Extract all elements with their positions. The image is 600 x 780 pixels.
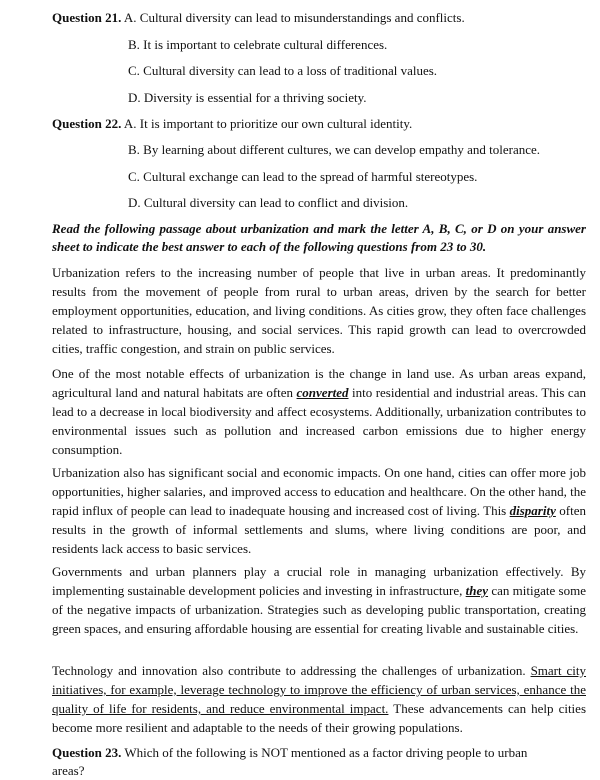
question-21-option-a xyxy=(52,9,465,26)
question-21-option-d: D. Diversity is essential for a thriving society. xyxy=(128,90,367,105)
underlined-sentence: Smart city initiatives, for example, leverage technology to improve the efficiency of urban services, enhance the quality of life for residents, and reduce environmental impact. xyxy=(52,663,587,716)
question-23 xyxy=(52,744,562,780)
text: These advancements can help cities become more resilient and adaptable to the needs of their growing populations. xyxy=(52,701,587,735)
keyword-they: they xyxy=(465,583,489,598)
question-21-option-b: B. It is important to celebrate cultural differences. xyxy=(128,37,388,52)
text: Governments and urban planners play a crucial role in managing urbanization effectively. By implementing sustainable development policies and investing in infrastructure, xyxy=(52,564,586,598)
question-22-label: Question 22. xyxy=(52,116,122,131)
question-21-label: Question 21. xyxy=(52,10,122,25)
text: One of the most notable effects of urbanization is the change in land use. As urban areas expand, agricultural land and natural habitats are often xyxy=(52,366,586,400)
text: Urbanization also has significant social and economic impacts. On one hand, cities can offer more job opportunities, higher salaries, and improved access to education and healthcare. On the other hand, the rapid influx of people can lead to inadequate housing and increased cost of living. This xyxy=(52,465,586,518)
question-21-option-c: C. Cultural diversity can lead to a loss of traditional values. xyxy=(128,63,438,78)
question-22-option-a xyxy=(52,115,412,132)
passage-paragraph-3 xyxy=(52,463,586,558)
passage-paragraph-2 xyxy=(52,364,586,459)
question-23-label: Question 23. xyxy=(52,745,122,760)
passage-paragraph-4 xyxy=(52,562,586,638)
text: into residential and industrial areas. This can lead to a decrease in local biodiversity and affect ecosystems. Additionally, urbanization contributes to environmental issues such as pollution and increased carbon emissions due to higher energy consumption. xyxy=(52,385,586,457)
text: Technology and innovation also contribute to addressing the challenges of urbanization. xyxy=(52,663,531,678)
passage-paragraph-5 xyxy=(52,661,586,737)
question-22-option-c: C. Cultural exchange can lead to the spread of harmful stereotypes. xyxy=(128,169,478,184)
option-text: A. Cultural diversity can lead to misunderstandings and conflicts. xyxy=(123,10,465,25)
keyword-disparity: disparity xyxy=(509,503,556,518)
question-22-option-d: D. Cultural diversity can lead to conflict and division. xyxy=(128,195,409,210)
passage-paragraph-1: Urbanization refers to the increasing number of people that live in urban areas. It predominantly results from the movement of people from rural to urban areas, driven by the search for better employment opportunities, education, and living conditions. As cities grow, they often face challenges related to infrastructure, housing, and social services. This rapid growth can lead to overcrowded cities, traffic congestion, and strain on public services. xyxy=(52,265,586,356)
passage-instruction: Read the following passage about urbanization and mark the letter A, B, C, or D on your answer sheet to indicate the best answer to each of the following questions from 23 to 30. xyxy=(52,221,586,254)
keyword-converted: converted xyxy=(296,385,349,400)
option-text: A. It is important to prioritize our own cultural identity. xyxy=(123,116,413,131)
question-23-text: Which of the following is NOT mentioned as a factor driving people to urban areas? xyxy=(52,745,528,778)
text: often results in the growth of informal settlements and slums, where living conditions are poor, and residents lack access to basic services. xyxy=(52,503,586,556)
text: can mitigate some of the negative impacts of urbanization. Strategies such as developing public transportation, creating green spaces, and ensuring affordable housing are essential for creating livable and sustainable cities. xyxy=(52,583,586,636)
question-22-option-b: B. By learning about different cultures, we can develop empathy and tolerance. xyxy=(128,142,541,157)
